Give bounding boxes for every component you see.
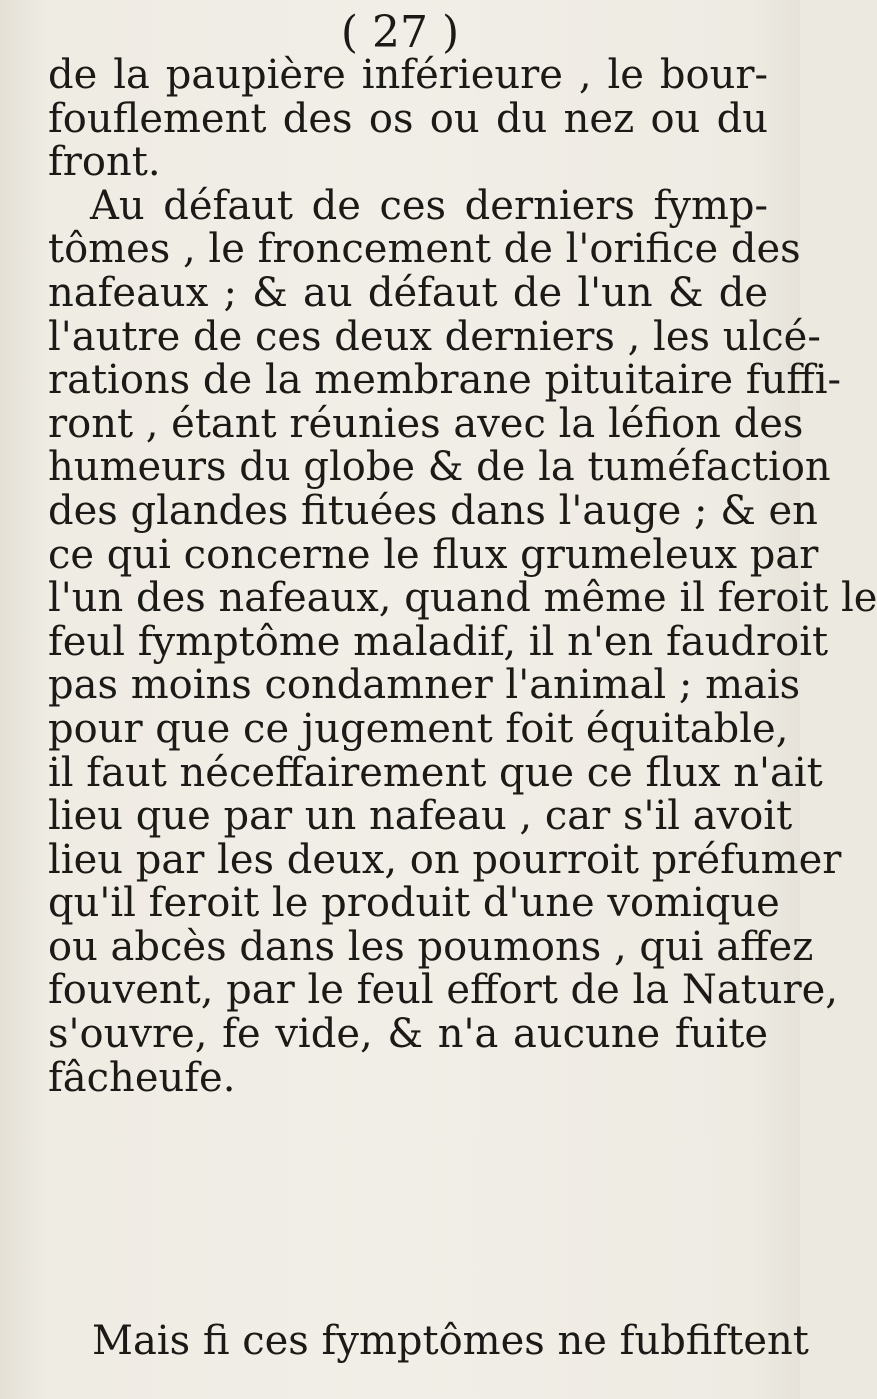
text-line-22: fouvent, par le feul effort de la Nature, <box>48 967 839 1014</box>
text-line-7: l'autre de ces deux derniers , les ulcé- <box>48 313 821 360</box>
text-line-24: fâcheufe. <box>48 1054 236 1101</box>
text-line-6: nafeaux ; & au défaut de l'un & de <box>48 269 768 316</box>
text-line-2: fouflement des os ou du nez ou du <box>48 95 768 142</box>
body-text <box>48 52 877 1101</box>
text-line-19: lieu par les deux, on pourroit préfumer <box>48 836 842 883</box>
text-line-8: rations de la membrane pituitaire fuffi- <box>48 357 842 404</box>
text-line-9: ront , étant réunies avec la léfion des <box>48 400 804 447</box>
text-line-4: Au défaut de ces derniers fymp- <box>90 182 768 229</box>
text-line-13: l'un des nafeaux, quand même il feroit le <box>48 575 877 622</box>
text-line-10: humeurs du globe & de la tuméfaction <box>48 444 831 491</box>
text-line-20: qu'il feroit le produit d'une vomique <box>48 880 780 927</box>
text-line-18: lieu que par un nafeau , car s'il avoit <box>48 793 793 840</box>
text-line-3: front. <box>48 139 161 186</box>
text-line-15: pas moins condamner l'animal ; mais <box>48 662 801 709</box>
page-number: ( 27 ) <box>340 7 460 58</box>
text-line-17: il faut néceffairement que ce flux n'ait <box>48 749 823 796</box>
catchline: Mais fi ces fymptômes ne fubfiftent <box>92 1318 809 1364</box>
text-line-23: s'ouvre, fe vide, & n'a aucune fuite <box>48 1011 768 1058</box>
text-line-21: ou abcès dans les poumons , qui affez <box>48 923 814 970</box>
text-line-16: pour que ce jugement foit équitable, <box>48 705 789 752</box>
text-line-12: ce qui concerne le flux grumeleux par <box>48 531 819 578</box>
text-line-14: feul fymptôme maladif, il n'en faudroit <box>48 618 829 665</box>
text-line-5: tômes , le froncement de l'orifice des <box>48 226 801 273</box>
text-line-1: de la paupière inférieure , le bour- <box>48 52 768 98</box>
text-line-11: des glandes fituées dans l'auge ; & en <box>48 487 818 534</box>
